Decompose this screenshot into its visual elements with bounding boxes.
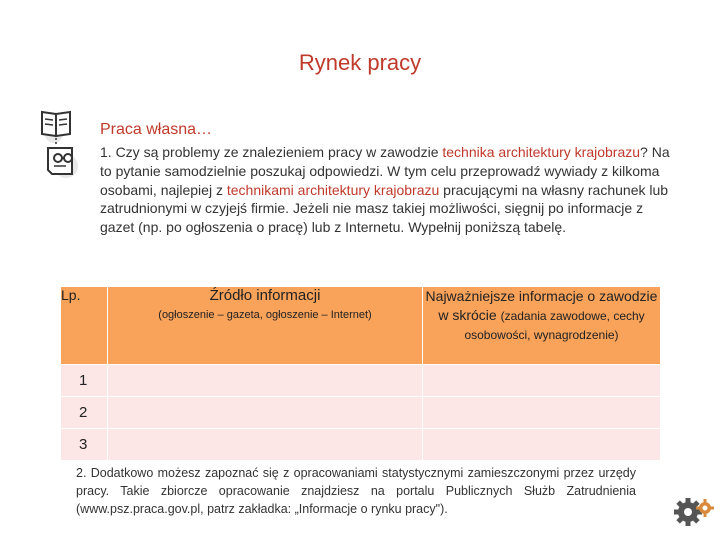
info-table <box>60 286 661 461</box>
header-important <box>423 287 661 365</box>
table-row <box>61 365 661 397</box>
table-header-row <box>61 287 661 365</box>
header-important-note: (zadania zawodowe, cechy osobowości, wynagrodzenie) <box>464 309 645 342</box>
task-highlight-2: technikami architektury krajobrazu <box>226 181 440 198</box>
task-highlight-1: technika architektury krajobrazu <box>442 144 641 160</box>
important-cell[interactable] <box>423 397 661 429</box>
task-text-3: pracującymi na własny rachunek lub zatrudnionymi w czyjejś firmie. Jeżeli nie masz takiej możliwości, sięgnij po informacje z gazet (np. po ogłoszenia o pracę) lub z Internetu. Wypełnij poniższą tabelę. <box>100 181 669 236</box>
important-cell[interactable] <box>423 365 661 397</box>
table-row <box>61 397 661 429</box>
task-description <box>100 143 680 237</box>
header-source <box>108 287 423 365</box>
page-title: Rynek pracy <box>298 50 422 75</box>
header-source-note: (ogłoszenie – gazeta, ogłoszenie – Internet) <box>158 309 372 321</box>
glasses-icon <box>48 148 78 178</box>
header-lp: Lp. <box>61 287 108 365</box>
row-number: 2 <box>61 397 108 429</box>
source-cell[interactable] <box>108 365 423 397</box>
row-number: 1 <box>61 365 108 397</box>
table-row <box>61 429 661 461</box>
source-cell[interactable] <box>108 397 423 429</box>
task-text-1: 1. Czy są problemy ze znalezieniem pracy w zawodzie <box>100 144 443 160</box>
source-cell[interactable] <box>108 429 423 461</box>
header-important-label: Najważniejsze informacje o zawodzie w skrócie <box>425 288 658 323</box>
important-cell[interactable] <box>423 429 661 461</box>
task-text-2: ? Na to pytanie samodzielnie poszukaj odpowiedzi. W tym celu przeprowadź wywiady z kilkoma osobami, najlepiej z <box>100 144 670 198</box>
section-subtitle: Praca własna… <box>100 121 213 138</box>
row-number: 3 <box>61 429 108 461</box>
header-source-label: Źródło informacji <box>209 287 321 304</box>
gear-icon[interactable] <box>674 494 714 528</box>
book-and-glasses-icon <box>36 108 84 186</box>
additional-note: 2. Dodatkowo możesz zapoznać się z opracowaniami statystycznymi zamieszczonymi przez urzędy pracy. Takie zbiorcze opracowanie znajdziesz na portalu Publicznych Służb Zatrudnienia (www.psz.praca.gov.pl, patrz zakładka: „Informacje o rynku pracy"). <box>76 466 636 516</box>
